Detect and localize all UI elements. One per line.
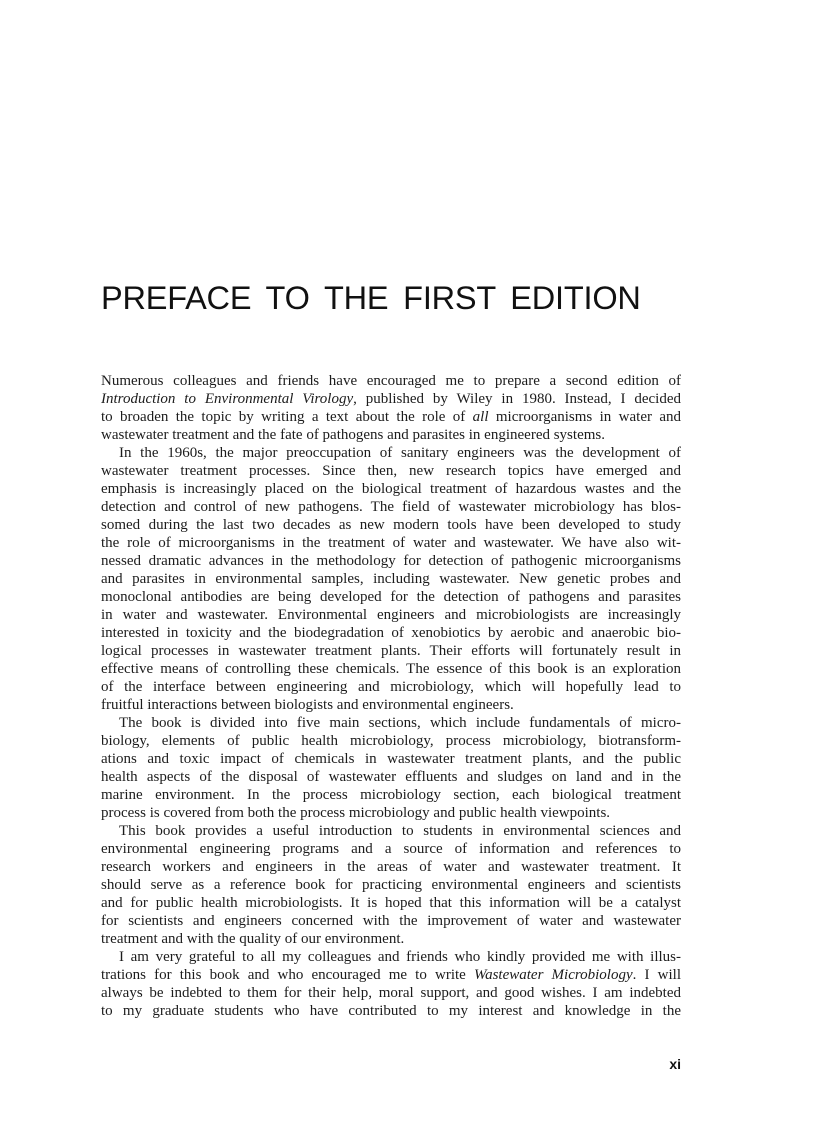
text-line: effective means of controlling these chemicals. The essence of this book is an exploration [101,661,681,677]
text-line: health aspects of the disposal of wastewater effluents and sludges on land and in the [101,769,681,785]
text-segment: , published by Wiley in 1980. Instead, I decided [353,391,681,407]
text-segment: to broaden the topic by writing a text about the role of [101,409,473,425]
preface-body [101,372,681,1020]
text-line [101,408,681,426]
text-line: biology, elements of public health microbiology, process microbiology, biotransform- [101,733,681,749]
text-line: wastewater treatment and the fate of pathogens and parasites in engineered systems. [101,427,605,443]
text-line: somed during the last two decades as new modern tools have been developed to study [101,517,681,533]
text-line: to my graduate students who have contributed to my interest and knowledge in the [101,1003,681,1019]
page-title: PREFACE TO THE FIRST EDITION [101,280,641,316]
text-line: the role of microorganisms in the treatment of water and wastewater. We have also wit- [101,535,681,551]
italic-text: Introduction to Environmental Virology [101,391,354,407]
text-line: research workers and engineers in the areas of water and wastewater treatment. It [101,859,681,875]
text-line: in water and wastewater. Environmental engineers and microbiologists are increasingly [101,607,681,623]
text-segment: trations for this book and who encouraged me to write [101,967,474,983]
text-line [101,966,681,984]
text-line: detection and control of new pathogens. The field of wastewater microbiology has blos- [101,499,681,515]
text-line: ations and toxic impact of chemicals in wastewater treatment plants, and the public [101,751,681,767]
text-line: logical processes in wastewater treatment plants. Their efforts will fortunately result in [101,643,681,659]
text-segment: microorganisms in water and [488,409,681,425]
text-line: interested in toxicity and the biodegradation of xenobiotics by aerobic and anaerobic bio- [101,625,681,641]
text-line: should serve as a reference book for practicing environmental engineers and scientists [101,877,681,893]
italic-text: Wastewater Microbiology [473,967,633,983]
text-line: process is covered from both the process microbiology and public health viewpoints. [101,805,611,821]
text-line: emphasis is increasingly placed on the biological treatment of hazardous wastes and the [101,481,681,497]
text-line: and parasites in environmental samples, including wastewater. New genetic probes and [101,571,681,587]
text-line: treatment and with the quality of our environment. [101,931,405,947]
text-line: marine environment. In the process microbiology section, each biological treatment [101,787,681,803]
text-line: and for public health microbiologists. It is hoped that this information will be a catalyst [101,895,681,911]
text-line: I am very grateful to all my colleagues and friends who kindly provided me with illus- [119,949,681,965]
text-line: This book provides a useful introduction to students in environmental sciences and [119,823,681,839]
italic-text: all [472,409,489,425]
text-line: monoclonal antibodies are being developed for the detection of pathogens and parasites [101,589,681,605]
text-line: fruitful interactions between biologists and environmental engineers. [101,697,514,713]
text-line: nessed dramatic advances in the methodology for detection of pathogenic microorganisms [101,553,681,569]
text-line: The book is divided into five main sections, which include fundamentals of micro- [119,715,681,731]
page-number: xi [669,1056,681,1072]
text-line [101,390,681,408]
text-line: always be indebted to them for their help, moral support, and good wishes. I am indebted [101,985,681,1001]
text-line: In the 1960s, the major preoccupation of sanitary engineers was the development of [119,445,681,461]
text-line: for scientists and engineers concerned with the improvement of water and wastewater [101,913,681,929]
text-line: Numerous colleagues and friends have encouraged me to prepare a second edition of [101,373,681,389]
text-line: of the interface between engineering and microbiology, which will hopefully lead to [101,679,681,695]
text-line: environmental engineering programs and a source of information and references to [101,841,681,857]
text-segment: . I will [632,967,681,983]
text-line: wastewater treatment processes. Since then, new research topics have emerged and [101,463,681,479]
